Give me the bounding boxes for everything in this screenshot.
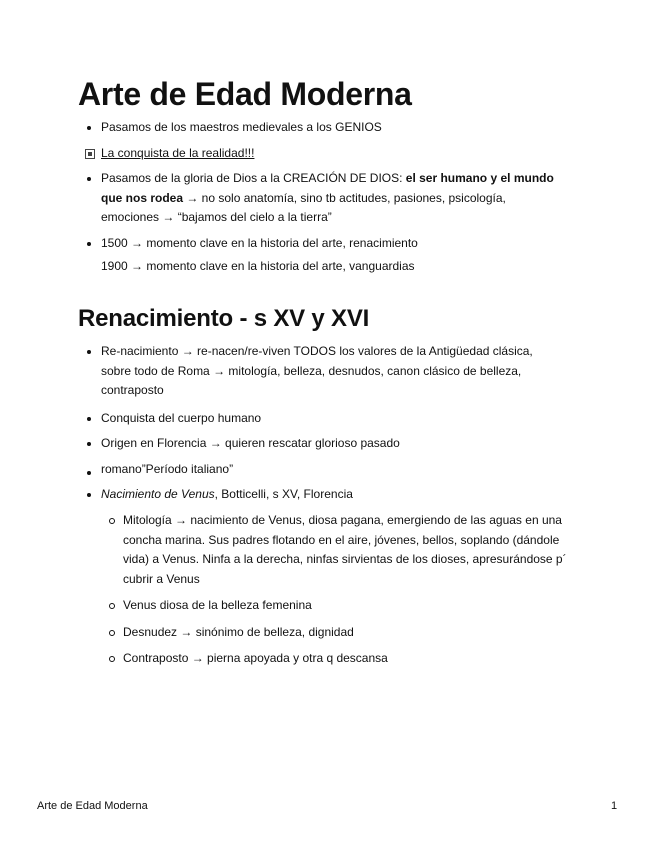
venus-sublist [108,511,578,676]
hollow-bullet-icon [109,656,115,662]
bullet-icon [87,471,91,475]
list-item [86,169,556,228]
list-item-text: 1500 → momento clave en la historia del arte, renacimiento [101,235,418,250]
sub-list-item [108,596,578,616]
list-item [86,409,556,429]
footer-document-title: Arte de Edad Moderna [37,800,148,812]
list-item [86,460,556,480]
bold-phrase: el ser humano y el mundo que nos rodea [101,171,554,205]
list-item [86,144,556,164]
sub-list-item-text: Mitología → nacimiento de Venus, diosa pagana, emergiendo de las aguas en una concha marina. Sus padres flotando en el aire, jóvenes, bellos, soplando (dándole vida) a Venus. Ninfa a la derecha, ninfas sirvientas de los dioses, apresurándose p´ cubrir a Venus [123,513,567,586]
list-item [86,434,556,454]
footer-page-number: 1 [611,800,618,812]
realidad-link[interactable]: La conquista de la realidad!!! [101,145,255,160]
list-item [86,485,556,505]
intro-list [86,118,556,283]
list-item [86,342,556,401]
hollow-bullet-icon [109,518,115,524]
list-item-text: Pasamos de la gloria de Dios a la CREACIÓN DE DIOS: [101,171,406,185]
sub-list-item-text: Contraposto → pierna apoyada y otra q descansa [123,651,388,665]
hollow-bullet-icon [109,603,115,609]
list-item-text: → no solo anatomía, sino tb actitudes, pasiones, psicología, emociones → “bajamos del cielo a la tierra” [101,190,506,224]
list-item-text: Pasamos de los maestros medievales a los GENIOS [101,120,382,134]
artwork-title: Nacimiento de Venus [101,487,215,501]
page-title: Arte de Edad Moderna [78,76,412,112]
sub-list-item-text: Desnudez → sinónimo de belleza, dignidad [123,624,354,639]
checkbox-icon[interactable] [85,149,95,159]
list-item [86,234,556,254]
list-item-text: Conquista del cuerpo humano [101,410,262,425]
sub-list-item [108,623,578,643]
bullet-icon [87,242,91,246]
bullet-icon [87,350,91,354]
section-heading: Renacimiento - s XV y XVI [78,305,370,332]
hollow-bullet-icon [109,630,115,636]
bullet-icon [87,417,91,421]
list-item-text: Origen en Florencia → quieren rescatar glorioso pasado [101,436,400,450]
list-item-continuation: 1900 → momento clave en la historia del arte, vanguardias [101,259,415,273]
list-item-text: Re-nacimiento → re-nacen/re-viven TODOS los valores de la Antigüedad clásica, sobre todo de Roma → mitología, belleza, desnudos, canon clásico de belleza, contraposto [101,344,533,397]
sub-list-item [108,649,578,669]
renacimiento-list [86,342,556,511]
bullet-icon [87,177,91,181]
list-item [86,118,556,138]
bullet-icon [87,442,91,446]
bullet-icon [87,493,91,497]
sub-list-item-text: Venus diosa de la belleza femenina [123,598,312,612]
list-item-text: romano”Período italiano” [101,461,234,476]
bullet-icon [87,126,91,130]
list-item-text: , Botticelli, s XV, Florencia [214,487,353,501]
sub-list-item [108,511,578,589]
